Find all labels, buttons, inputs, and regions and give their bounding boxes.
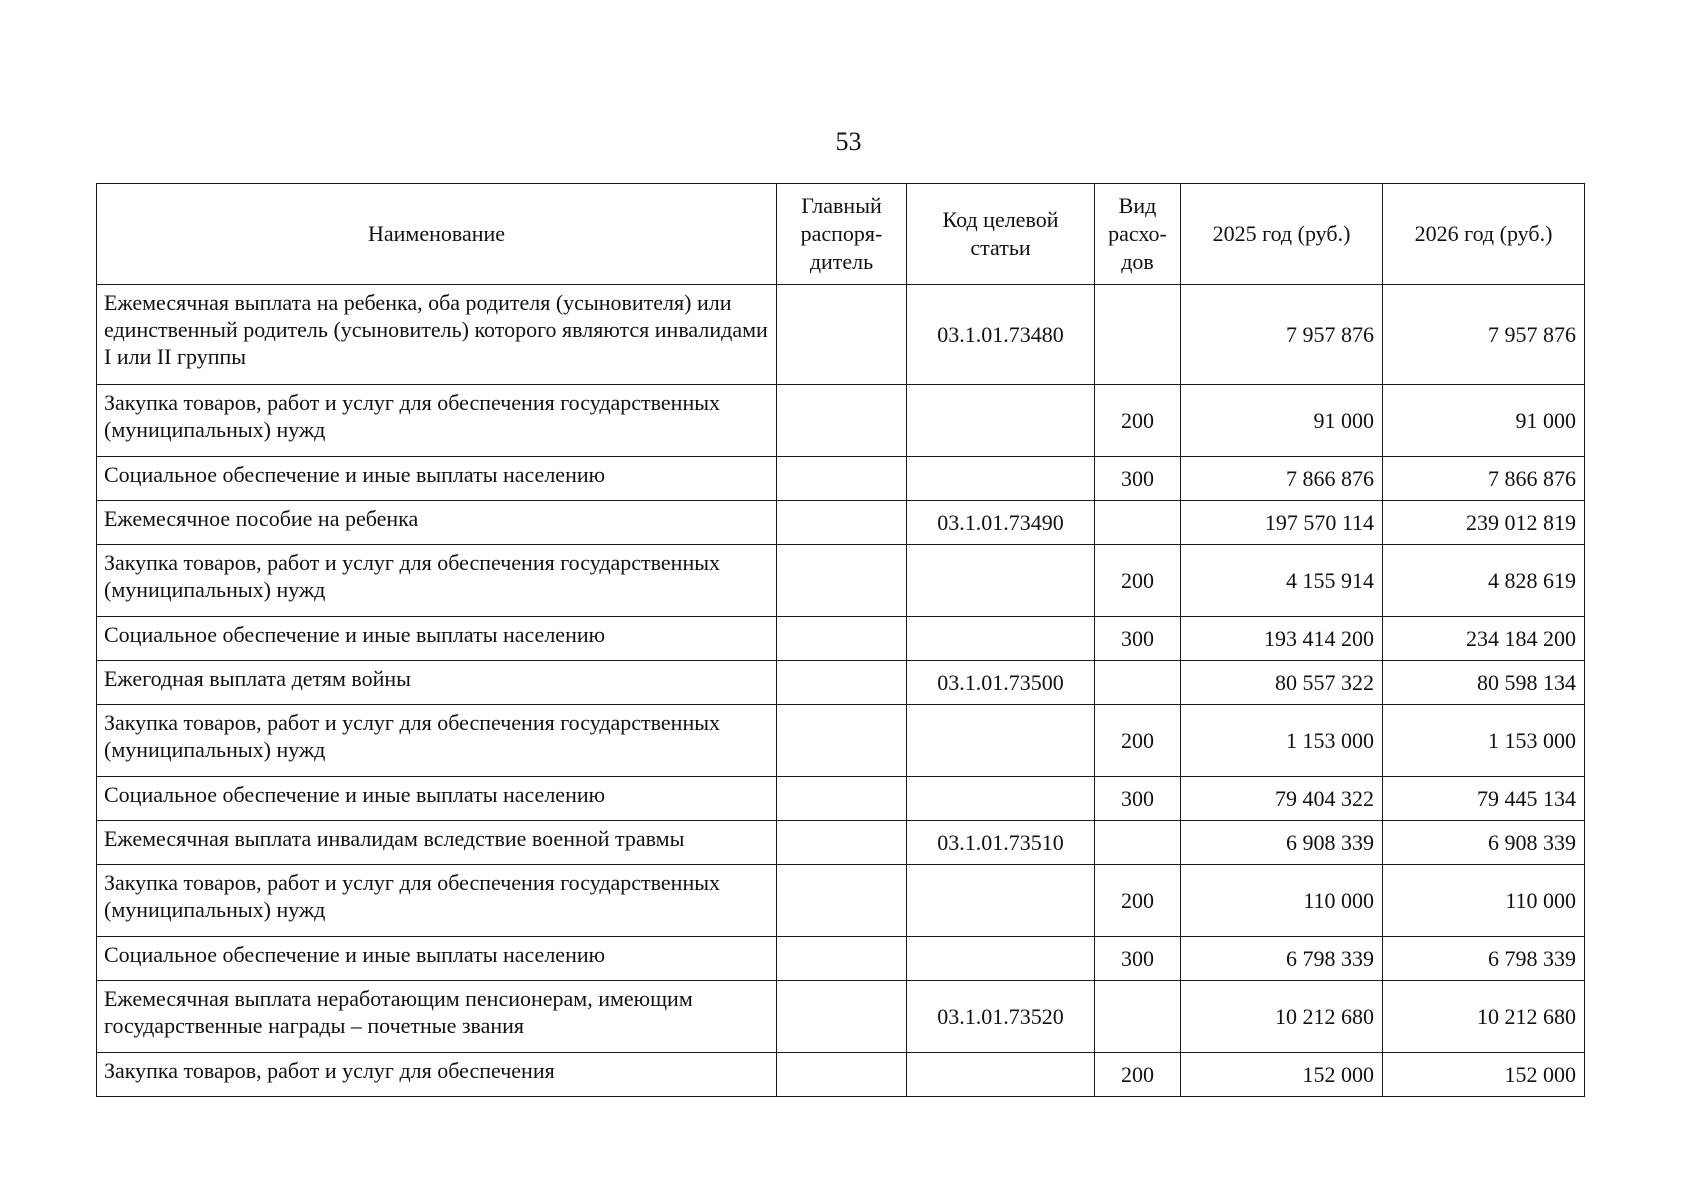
cell-admin: [777, 285, 907, 385]
table-row: [97, 385, 1585, 457]
cell-2025: 6 908 339: [1181, 821, 1383, 865]
cell-2026: 4 828 619: [1383, 545, 1585, 617]
table-header-row: [97, 184, 1585, 285]
cell-2026: 7 957 876: [1383, 285, 1585, 385]
cell-2026: 234 184 200: [1383, 617, 1585, 661]
cell-type: [1095, 285, 1181, 385]
cell-type: 200: [1095, 705, 1181, 777]
cell-admin: [777, 821, 907, 865]
cell-type: 300: [1095, 457, 1181, 501]
table-row: [97, 661, 1585, 705]
cell-name: Ежемесячная выплата на ребенка, оба родителя (усыновителя) или единственный родитель (усыновитель) которого являются инвалидами I или II группы: [97, 285, 777, 385]
cell-code: [907, 545, 1095, 617]
cell-code: [907, 457, 1095, 501]
cell-type: [1095, 821, 1181, 865]
cell-code: 03.1.01.73510: [907, 821, 1095, 865]
cell-2026: 6 798 339: [1383, 937, 1585, 981]
cell-type: [1095, 501, 1181, 545]
header-admin: Главный распоря-дитель: [777, 184, 907, 285]
cell-code: 03.1.01.73490: [907, 501, 1095, 545]
cell-name: Социальное обеспечение и иные выплаты населению: [97, 937, 777, 981]
page-number: 53: [835, 127, 862, 156]
cell-2025: 79 404 322: [1181, 777, 1383, 821]
cell-admin: [777, 777, 907, 821]
cell-admin: [777, 501, 907, 545]
cell-admin: [777, 545, 907, 617]
table-row: [97, 705, 1585, 777]
cell-admin: [777, 705, 907, 777]
cell-code: [907, 865, 1095, 937]
cell-2025: 110 000: [1181, 865, 1383, 937]
cell-code: 03.1.01.73520: [907, 981, 1095, 1053]
cell-2026: 79 445 134: [1383, 777, 1585, 821]
cell-admin: [777, 617, 907, 661]
header-code: Код целевой статьи: [907, 184, 1095, 285]
budget-table: [96, 183, 1585, 1097]
cell-type: 300: [1095, 777, 1181, 821]
cell-2025: 1 153 000: [1181, 705, 1383, 777]
cell-admin: [777, 1053, 907, 1097]
cell-2025: 6 798 339: [1181, 937, 1383, 981]
table-row: [97, 617, 1585, 661]
cell-2025: 7 866 876: [1181, 457, 1383, 501]
cell-type: 300: [1095, 937, 1181, 981]
cell-code: [907, 705, 1095, 777]
cell-2025: 7 957 876: [1181, 285, 1383, 385]
cell-admin: [777, 937, 907, 981]
cell-type: [1095, 981, 1181, 1053]
cell-name: Закупка товаров, работ и услуг для обеспечения государственных (муниципальных) нужд: [97, 385, 777, 457]
cell-name: Ежемесячное пособие на ребенка: [97, 501, 777, 545]
table-row: [97, 777, 1585, 821]
header-name: Наименование: [97, 184, 777, 285]
cell-2026: 152 000: [1383, 1053, 1585, 1097]
table-row: [97, 285, 1585, 385]
cell-name: Социальное обеспечение и иные выплаты населению: [97, 617, 777, 661]
cell-name: Ежемесячная выплата инвалидам вследствие военной травмы: [97, 821, 777, 865]
cell-2026: 10 212 680: [1383, 981, 1585, 1053]
cell-admin: [777, 865, 907, 937]
cell-2026: 1 153 000: [1383, 705, 1585, 777]
cell-2025: 152 000: [1181, 1053, 1383, 1097]
cell-name: Социальное обеспечение и иные выплаты населению: [97, 777, 777, 821]
cell-code: [907, 385, 1095, 457]
cell-code: [907, 937, 1095, 981]
header-type: Вид расхо-дов: [1095, 184, 1181, 285]
cell-2026: 110 000: [1383, 865, 1585, 937]
cell-2026: 91 000: [1383, 385, 1585, 457]
cell-name: Закупка товаров, работ и услуг для обеспечения: [97, 1053, 777, 1097]
cell-2026: 80 598 134: [1383, 661, 1585, 705]
cell-code: [907, 617, 1095, 661]
cell-code: [907, 1053, 1095, 1097]
cell-name: Закупка товаров, работ и услуг для обеспечения государственных (муниципальных) нужд: [97, 865, 777, 937]
cell-type: 200: [1095, 1053, 1181, 1097]
cell-admin: [777, 385, 907, 457]
header-2025: 2025 год (руб.): [1181, 184, 1383, 285]
cell-type: 200: [1095, 865, 1181, 937]
cell-type: 200: [1095, 545, 1181, 617]
cell-type: 200: [1095, 385, 1181, 457]
cell-2025: 91 000: [1181, 385, 1383, 457]
table-row: [97, 457, 1585, 501]
cell-admin: [777, 457, 907, 501]
cell-2025: 197 570 114: [1181, 501, 1383, 545]
cell-code: [907, 777, 1095, 821]
header-2026: 2026 год (руб.): [1383, 184, 1585, 285]
table-row: [97, 981, 1585, 1053]
table-row: [97, 937, 1585, 981]
table-row: [97, 865, 1585, 937]
cell-admin: [777, 661, 907, 705]
cell-name: Социальное обеспечение и иные выплаты населению: [97, 457, 777, 501]
table-row: [97, 501, 1585, 545]
cell-2025: 4 155 914: [1181, 545, 1383, 617]
cell-type: [1095, 661, 1181, 705]
cell-2026: 239 012 819: [1383, 501, 1585, 545]
table-row: [97, 821, 1585, 865]
cell-2025: 193 414 200: [1181, 617, 1383, 661]
cell-2026: 6 908 339: [1383, 821, 1585, 865]
cell-name: Закупка товаров, работ и услуг для обеспечения государственных (муниципальных) нужд: [97, 705, 777, 777]
cell-code: 03.1.01.73480: [907, 285, 1095, 385]
cell-name: Закупка товаров, работ и услуг для обеспечения государственных (муниципальных) нужд: [97, 545, 777, 617]
cell-2025: 80 557 322: [1181, 661, 1383, 705]
cell-type: 300: [1095, 617, 1181, 661]
cell-2026: 7 866 876: [1383, 457, 1585, 501]
cell-admin: [777, 981, 907, 1053]
table-row: [97, 1053, 1585, 1097]
cell-code: 03.1.01.73500: [907, 661, 1095, 705]
cell-name: Ежемесячная выплата неработающим пенсионерам, имеющим государственные награды – почетные звания: [97, 981, 777, 1053]
cell-2025: 10 212 680: [1181, 981, 1383, 1053]
cell-name: Ежегодная выплата детям войны: [97, 661, 777, 705]
table-row: [97, 545, 1585, 617]
